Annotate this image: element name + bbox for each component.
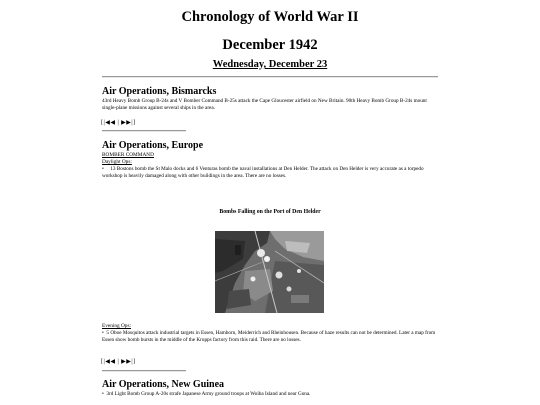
evening-ops-text: 5 Oboe Mosquitos attack industrial targets in Essen, Hamborn, Meiderrich and Rheinhousen. Because of haze results can not be determined. Later a map from Essen show bomb bursts in the middle of the Krupps factory from this raid. There are no losses. [102,330,436,344]
nav-bracket-open: [ [101,120,104,126]
bullet: • [102,166,104,172]
new-guinea-item [102,391,438,398]
evening-ops-item [102,330,438,345]
daylight-ops-label: Daylight Ops: [102,159,132,165]
month-heading: December 1942 [222,37,318,53]
next-link[interactable]: ▶▶| [121,120,134,126]
section-heading-europe: Air Operations, Europe [102,140,204,151]
aerial-photo-den-helder [215,231,324,313]
bullet: • [102,330,104,336]
daylight-ops-item [102,166,438,181]
divider [102,76,438,78]
next-link[interactable]: ▶▶| [121,359,134,365]
section-text-bismarcks: 43rd Heavy Bomb Group B-24s and V Bomber Command B-25s attack the Cape Gloucester airfield on New Britain. 90th Heavy Bomb Group B-24s mount single-plane missions against several ships in the area. [102,98,427,112]
previous-link[interactable]: |◀◀ [103,120,116,126]
photo-caption: Bombs Falling on the Port of Den Helder [219,209,321,215]
previous-link[interactable]: |◀◀ [103,359,116,365]
evening-ops-label: Evening Ops: [102,323,131,329]
section-divider [102,130,186,132]
section-nav-bismarcks [101,119,136,126]
aerial-photo-graphic [215,231,324,313]
nav-separator: | [115,120,122,126]
bullet: • [102,391,104,397]
section-divider [102,370,186,372]
section-nav-europe [101,358,136,365]
section-heading-new-guinea: Air Operations, New Guinea [102,379,225,390]
nav-bracket-close: ] [133,120,136,126]
nav-bracket-close: ] [133,359,136,365]
bomber-command-label: BOMBER COMMAND [102,152,154,158]
nav-separator: | [115,359,122,365]
page-title: Chronology of World War II [181,9,359,25]
new-guinea-text: 3rd Light Bomb Group A-20s strafe Japanese Army ground troops at Woiba Island and near Gona. [106,391,311,397]
section-heading-bismarcks: Air Operations, Bismarcks [102,86,217,97]
day-heading: Wednesday, December 23 [212,59,328,70]
daylight-ops-text: 13 Bostons bomb the St Malo docks and 6 Venturas bomb the naval installations at Den Helder. The attack on Den Helder is very accurate as a torpedo workshop is heavily damaged along with other buildings in the area. There are no losses. [102,166,424,180]
nav-bracket-open: [ [101,359,104,365]
